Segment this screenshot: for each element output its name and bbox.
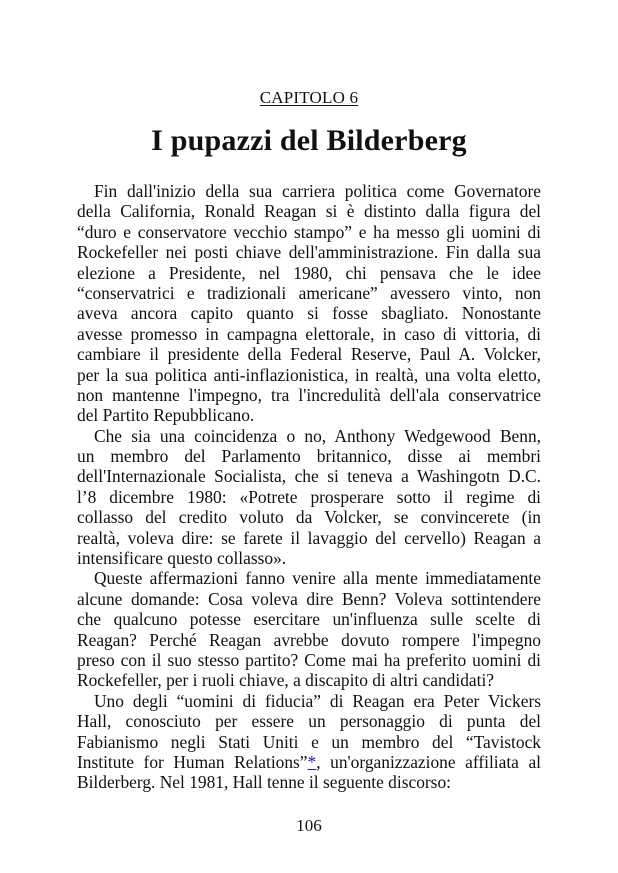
footnote-link[interactable]: * xyxy=(307,751,317,772)
paragraph-4 xyxy=(77,691,541,793)
text-segment: Institute for Human Relations” xyxy=(77,751,308,772)
text-line: Che sia una coincidenza o no, Anthony Wedgewood Benn, xyxy=(94,425,541,446)
text-line: “conservatrici e tradizionali americane” avessero vinto, non xyxy=(77,282,541,303)
text-line: collasso del credito voluto da Volcker, se convincerete (in xyxy=(77,507,541,528)
text-line: cambiare il presidente della Federal Reserve, Paul A. Volcker, xyxy=(77,344,541,365)
text-line: preso con il suo stesso partito? Come mai ha preferito uomini di xyxy=(77,649,541,670)
text-line: un membro del Parlamento britannico, disse ai membri xyxy=(77,446,541,467)
text-line: del Partito Repubblicano. xyxy=(77,405,255,426)
text-line: elezione a Presidente, nel 1980, chi pensava che le idee xyxy=(77,262,541,283)
text-line: Rockefeller, per i ruoli chiave, a discapito di altri candidati? xyxy=(77,670,494,691)
text-line: Reagan? Perché Reagan avrebbe dovuto rompere l'impegno xyxy=(77,629,541,650)
text-line: della California, Ronald Reagan si è distinto dalla figura del xyxy=(77,201,541,222)
text-line: alcune domande: Cosa voleva dire Benn? Voleva sottintendere xyxy=(77,588,541,609)
text-line: avesse promesso in campagna elettorale, in caso di vittoria, di xyxy=(77,323,541,344)
paragraph-1 xyxy=(77,181,541,426)
text-line: che qualcuno potesse esercitare un'influenza sulle scelte di xyxy=(77,609,541,630)
text-segment: , un'organizzazione affiliata al xyxy=(316,751,541,772)
text-line: Hall, conosciuto per essere un personaggio di punta del xyxy=(77,711,541,732)
text-line: Fin dall'inizio della sua carriera politica come Governatore xyxy=(94,181,541,201)
text-line: Fabianismo negli Stati Uniti e un membro del “Tavistock xyxy=(77,731,541,752)
text-line: Queste affermazioni fanno venire alla mente immediatamente xyxy=(94,568,541,589)
text-line: aveva ancora capito quanto si fosse sbagliato. Nonostante xyxy=(77,303,541,324)
chapter-title: I pupazzi del Bilderberg xyxy=(151,124,467,157)
text-line: Uno degli “uomini di fiducia” di Reagan era Peter Vickers xyxy=(94,690,541,711)
text-line: per la sua politica anti-inflazionistica, in realtà, una volta eletto, xyxy=(77,364,541,385)
paragraph-3 xyxy=(77,568,541,690)
text-line: “duro e conservatore vecchio stampo” e ha messo gli uomini di xyxy=(77,221,541,242)
text-line: intensificare questo collasso». xyxy=(77,548,287,569)
paragraph-2 xyxy=(77,426,541,569)
page-number: 106 xyxy=(296,816,322,835)
chapter-label: CAPITOLO 6 xyxy=(259,88,359,107)
text-line: Rockefeller nei posti chiave dell'amministrazione. Fin dalla sua xyxy=(77,242,541,263)
text-line: non mantenne l'impegno, tra l'incredulità dell'ala conservatrice xyxy=(77,384,541,405)
text-line: dell'Internazionale Socialista, che si teneva a Washingotn D.C. xyxy=(77,466,541,487)
text-line: l’8 dicembre 1980: «Potrete prosperare sotto il regime di xyxy=(77,486,541,507)
text-line-with-note xyxy=(77,752,541,772)
text-line: Bilderberg. Nel 1981, Hall tenne il seguente discorso: xyxy=(77,772,451,793)
text-line: realtà, voleva dire: se farete il lavaggio del cervello) Reagan a xyxy=(77,527,541,548)
body-text xyxy=(77,181,541,793)
